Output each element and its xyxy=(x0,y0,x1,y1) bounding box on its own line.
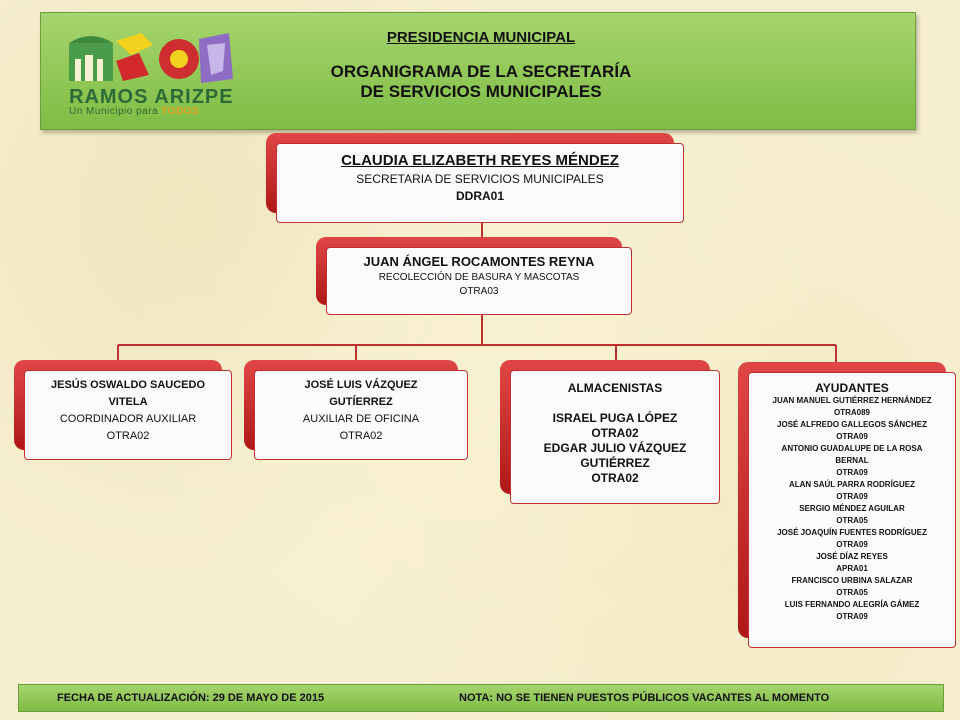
node-name: JESÚS OSWALDO SAUCEDO xyxy=(50,379,206,391)
node-role: RECOLECCIÓN DE BASURA Y MASCOTAS xyxy=(378,272,580,283)
update-date: FECHA DE ACTUALIZACIÓN: 29 DE MAYO DE 2015 xyxy=(57,692,325,704)
node-line: EDGAR JULIO VÁZQUEZ xyxy=(543,441,687,455)
node-line: OTRA09 xyxy=(836,432,868,441)
node-title: AYUDANTES xyxy=(815,381,889,395)
node-role: AUXILIAR DE OFICINA xyxy=(302,413,420,425)
node-name: JOSÉ LUIS VÁZQUEZ xyxy=(304,379,418,391)
node-code: OTRA02 xyxy=(339,430,383,442)
node-code: OTRA03 xyxy=(459,286,499,297)
node-line: GUTIÉRREZ xyxy=(580,456,650,470)
node-secretaria xyxy=(276,143,684,223)
node-line: JOSÉ DÍAZ REYES xyxy=(816,552,888,561)
node-line: OTRA09 xyxy=(836,612,868,621)
node-auxiliar xyxy=(254,370,468,460)
node-line: ALAN SAÚL PARRA RODRÍGUEZ xyxy=(788,480,916,489)
node-name: VITELA xyxy=(108,396,148,408)
footer-banner xyxy=(18,684,944,712)
node-code: DDRA01 xyxy=(455,189,504,203)
node-name: CLAUDIA ELIZABETH REYES MÉNDEZ xyxy=(341,152,619,169)
node-line: OTRA089 xyxy=(833,408,870,417)
node-line: OTRA09 xyxy=(836,492,868,501)
vacancy-note: NOTA: NO SE TIENEN PUESTOS PÚBLICOS VACANTES AL MOMENTO xyxy=(459,692,830,704)
chart-title-line1: ORGANIGRAMA DE LA SECRETARÍA xyxy=(330,62,632,81)
node-coordinador xyxy=(24,370,232,460)
node-ayudantes xyxy=(748,372,956,648)
node-line: BERNAL xyxy=(835,456,869,465)
node-name: JUAN ÁNGEL ROCAMONTES REYNA xyxy=(363,254,595,269)
logo-wordmark: RAMOS ARIZPE xyxy=(69,86,234,108)
node-line: JOSÉ JOAQUÍN FUENTES RODRÍGUEZ xyxy=(777,528,927,537)
node-line: OTRA02 xyxy=(591,471,639,485)
node-title: ALMACENISTAS xyxy=(567,381,663,395)
node-role: COORDINADOR AUXILIAR xyxy=(59,413,197,425)
node-line: JOSÉ ALFREDO GALLEGOS SÁNCHEZ xyxy=(777,420,927,429)
node-recoleccion xyxy=(326,247,632,315)
node-line: OTRA09 xyxy=(836,468,868,477)
node-code: OTRA02 xyxy=(106,430,150,442)
node-line: JUAN MANUEL GUTIÉRREZ HERNÁNDEZ xyxy=(772,396,932,405)
chart-title-line2: DE SERVICIOS MUNICIPALES xyxy=(360,82,602,101)
node-line: SERGIO MÉNDEZ AGUILAR xyxy=(799,504,905,513)
node-line: FRANCISCO URBINA SALAZAR xyxy=(791,576,913,585)
page-title: PRESIDENCIA MUNICIPAL xyxy=(386,29,576,46)
node-role: SECRETARIA DE SERVICIOS MUNICIPALES xyxy=(356,172,604,186)
node-line: LUIS FERNANDO ALEGRÍA GÁMEZ xyxy=(784,600,920,609)
node-line: APRA01 xyxy=(836,564,868,573)
node-almacenistas xyxy=(510,370,720,504)
node-line: OTRA02 xyxy=(591,426,639,440)
node-line: OTRA09 xyxy=(836,540,868,549)
node-name: GUTÍERREZ xyxy=(329,396,393,408)
logo-tagline: Un Municipio para TODOS xyxy=(69,106,200,117)
node-line: ISRAEL PUGA LÓPEZ xyxy=(552,411,678,425)
node-line: OTRA05 xyxy=(836,516,868,525)
node-line: OTRA05 xyxy=(836,588,868,597)
node-line: ANTONIO GUADALUPE DE LA ROSA xyxy=(781,444,923,453)
